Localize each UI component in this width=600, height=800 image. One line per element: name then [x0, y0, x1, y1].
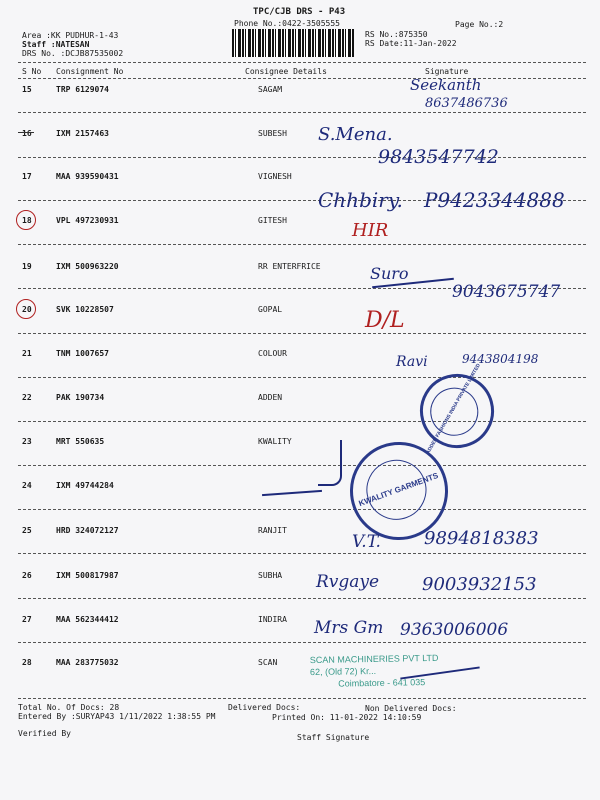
handwritten-note: D/L: [365, 308, 405, 333]
row-sno: 19: [22, 262, 32, 271]
row-divider: [18, 112, 586, 113]
row-sno: 20: [22, 305, 32, 314]
non-delivered-docs: Non Delivered Docs:: [365, 704, 457, 713]
row-divider: [18, 598, 586, 599]
red-circle-mark: [16, 299, 36, 319]
row-sno: 21: [22, 349, 32, 358]
table-row: [0, 658, 600, 668]
phone-number: Phone No.:0422-3505555: [234, 19, 340, 28]
entered-by: Entered By :SURYAP43 1/11/2022 1:38:55 PM: [18, 712, 216, 721]
row-consignment: HRD 324072127: [56, 526, 119, 535]
row-consignment: MAA 283775032: [56, 658, 119, 667]
header-rule-bottom: [18, 78, 586, 79]
delivered-docs: Delivered Docs:: [228, 703, 301, 712]
row-sno: 27: [22, 615, 32, 624]
col-signature: Signature: [425, 67, 469, 76]
seal-text: ADDEN FASHIONS INDIA PRIVATE LIMITED: [425, 362, 482, 456]
header-rule: [18, 62, 586, 63]
seal-text: KWALITY GARMENTS: [357, 471, 440, 509]
stamp-line: SCAN MACHINERIES PVT LTD: [309, 652, 439, 666]
handwritten-signature: S.Mena.: [318, 124, 393, 145]
company-stamp: [310, 652, 439, 690]
row-sno: 17: [22, 172, 32, 181]
table-row: [0, 172, 600, 182]
row-consignee: COLOUR: [258, 349, 287, 358]
table-row: [0, 305, 600, 315]
handwritten-phone: 9363006006: [400, 620, 509, 640]
row-sno: 18: [22, 216, 32, 225]
table-row: [0, 216, 600, 226]
stamp-line: 62, (Old 72) Kr...: [309, 665, 377, 678]
table-row: [0, 393, 600, 403]
stamp-line: Coimbatore - 641 035: [338, 677, 426, 689]
row-consignment: IXM 49744284: [56, 481, 114, 490]
row-consignee: GITESH: [258, 216, 287, 225]
strike-mark: [18, 132, 34, 133]
total-docs: Total No. Of Docs: 28: [18, 703, 120, 712]
row-divider: [18, 553, 586, 554]
row-consignment: MRT 550635: [56, 437, 105, 446]
table-row: [0, 481, 600, 491]
row-sno: 28: [22, 658, 32, 667]
row-consignment: MAA 939590431: [56, 172, 119, 181]
row-consignment: IXM 500817987: [56, 571, 119, 580]
handwritten-signature: Mrs Gm: [314, 618, 384, 638]
handwritten-signature: Rvgaye: [316, 572, 380, 592]
handwritten-signature: V.T.: [352, 532, 381, 552]
row-divider: [18, 698, 586, 699]
doc-title: TPC/CJB DRS - P43: [253, 7, 346, 17]
table-row: [0, 615, 600, 625]
handwritten-phone: 9043675747: [452, 282, 561, 302]
row-consignment: PAK 190734: [56, 393, 105, 402]
handwritten-phone: 9843547742: [378, 146, 499, 168]
barcode: [232, 29, 354, 57]
col-consignment: Consignment No: [56, 67, 124, 76]
table-row: [0, 85, 600, 95]
table-row: [0, 437, 600, 447]
row-sno: 26: [22, 571, 32, 580]
row-consignment: MAA 562344412: [56, 615, 119, 624]
row-sno: 25: [22, 526, 32, 535]
printed-on: Printed On: 11-01-2022 14:10:59: [272, 713, 422, 722]
row-consignee: SCAN: [258, 658, 278, 667]
rs-number: RS No.:875350: [365, 30, 428, 39]
row-consignment: SVK 10228507: [56, 305, 114, 314]
red-circle-mark: [16, 210, 36, 230]
handwritten-signature: Suro: [370, 264, 409, 283]
col-sno: S No: [22, 67, 42, 76]
row-divider: [18, 509, 586, 510]
row-consignee: SUBHA: [258, 571, 283, 580]
row-consignment: VPL 497230931: [56, 216, 119, 225]
row-divider: [18, 244, 586, 245]
row-consignee: SAGAM: [258, 85, 283, 94]
row-consignee: KWALITY: [258, 437, 292, 446]
table-row: [0, 262, 600, 272]
drs-number: DRS No. :DCJB87535002: [22, 49, 124, 58]
row-consignee: INDIRA: [258, 615, 287, 624]
handwritten-phone: 9894818383: [424, 528, 539, 549]
row-sno: 15: [22, 85, 32, 94]
handwritten-signature: Ravi: [396, 354, 428, 370]
handwritten-signature: Seekanth: [410, 76, 482, 94]
table-row: [0, 129, 600, 139]
row-divider: [18, 157, 586, 158]
handwritten-phone: 9443804198: [462, 352, 539, 366]
row-consignee: RANJIT: [258, 526, 287, 535]
handwritten-phone: 9003932153: [422, 574, 537, 595]
row-consignee: RR ENTERFRICE: [258, 262, 321, 271]
area-label: Area :KK PUDHUR-1-43: [22, 31, 119, 40]
staff-label: Staff :NATESAN: [22, 40, 90, 49]
row-consignment: TNM 1007657: [56, 349, 109, 358]
handwritten-note: HIR: [352, 220, 389, 241]
row-sno: 16: [22, 129, 32, 138]
staff-signature: Staff Signature: [297, 733, 370, 742]
row-consignee: VIGNESH: [258, 172, 292, 181]
row-divider: [18, 421, 586, 422]
row-consignment: TRP 6129074: [56, 85, 109, 94]
row-consignee: SUBESH: [258, 129, 287, 138]
verified-by: Verified By: [18, 729, 71, 738]
row-divider: [18, 333, 586, 334]
col-consignee: Consignee Details: [245, 67, 327, 76]
signature-stroke: [318, 440, 342, 486]
row-sno: 24: [22, 481, 32, 490]
row-divider: [18, 377, 586, 378]
handwritten-phone: 8637486736: [425, 96, 508, 111]
handwritten-signature: Chhbiry.: [318, 188, 403, 212]
row-sno: 22: [22, 393, 32, 402]
row-divider: [18, 465, 586, 466]
handwritten-phone: P9423344888: [424, 188, 565, 212]
row-consignee: ADDEN: [258, 393, 283, 402]
row-consignment: IXM 2157463: [56, 129, 109, 138]
row-consignee: GOPAL: [258, 305, 283, 314]
rs-date: RS Date:11-Jan-2022: [365, 39, 457, 48]
row-consignment: IXM 500963220: [56, 262, 119, 271]
page-number: Page No.:2: [455, 20, 504, 29]
row-sno: 23: [22, 437, 32, 446]
row-divider: [18, 642, 586, 643]
